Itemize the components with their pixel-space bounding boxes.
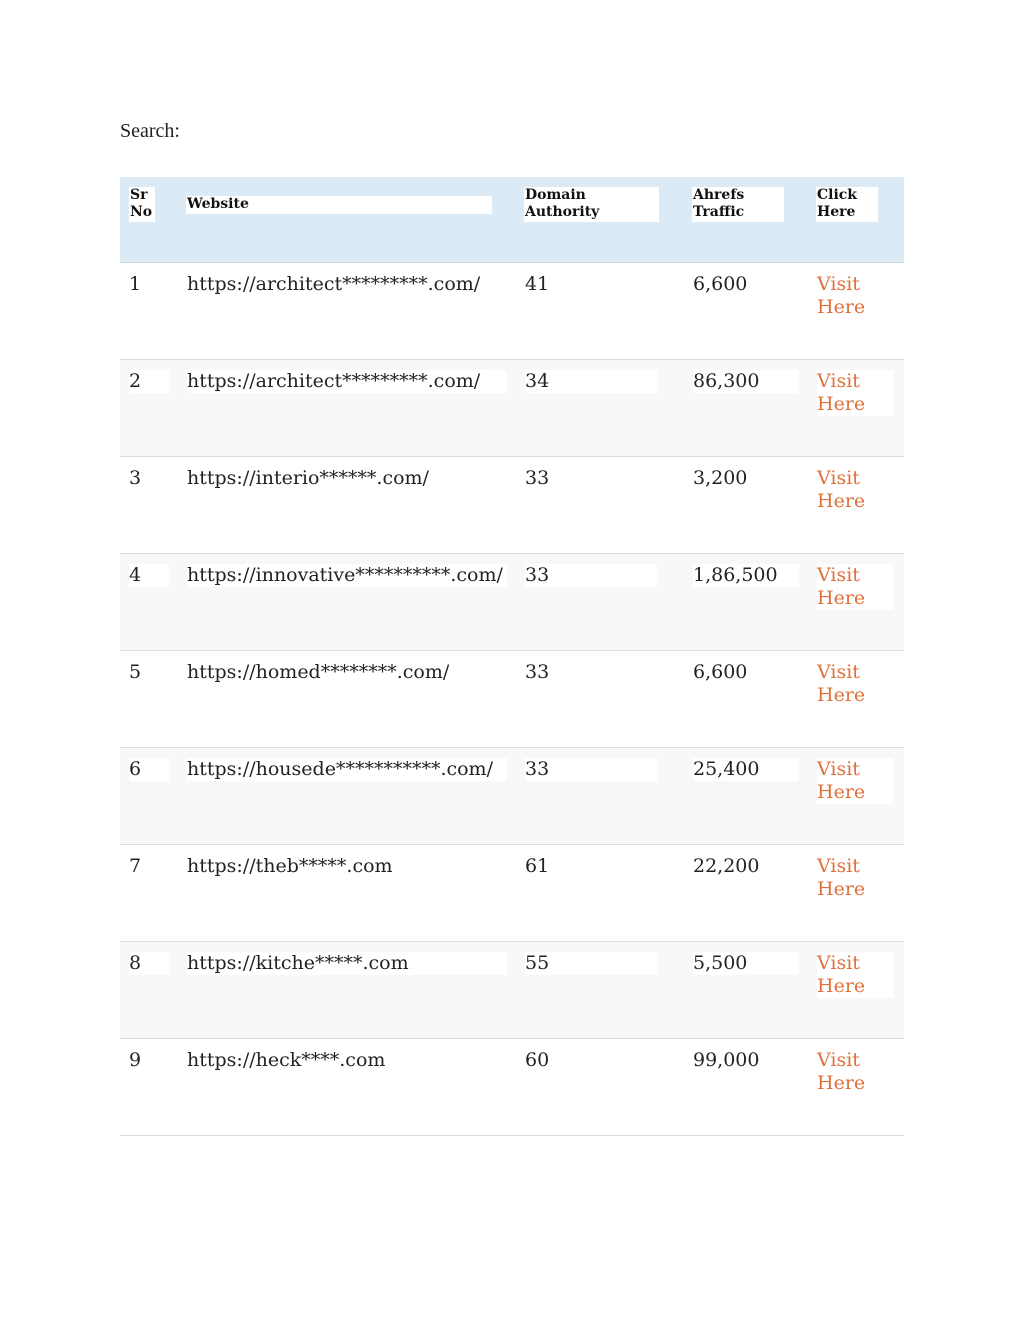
header-sr-no[interactable]: Sr No xyxy=(129,187,155,222)
table-row xyxy=(120,845,904,942)
website-cell: https://architect*********.com/ xyxy=(187,273,481,295)
table-row xyxy=(120,1039,904,1136)
header-ahrefs-traffic[interactable]: Ahrefs Traffic xyxy=(692,187,784,222)
sr-no-cell: 7 xyxy=(129,855,142,877)
domain-authority-cell: 33 xyxy=(525,758,657,781)
website-cell: https://interio******.com/ xyxy=(187,467,429,489)
sr-no-cell: 5 xyxy=(129,661,142,683)
website-cell: https://architect*********.com/ xyxy=(187,370,507,393)
table-body xyxy=(120,263,904,1136)
table-header xyxy=(120,177,904,263)
domain-authority-cell: 41 xyxy=(525,273,550,295)
domain-authority-cell: 33 xyxy=(525,467,550,489)
table-row xyxy=(120,651,904,748)
header-website[interactable]: Website xyxy=(186,196,492,214)
domain-authority-cell: 55 xyxy=(525,952,657,975)
ahrefs-traffic-cell: 6,600 xyxy=(693,661,748,683)
ahrefs-traffic-cell: 1,86,500 xyxy=(693,564,799,587)
sr-no-cell: 1 xyxy=(129,273,142,295)
header-domain-authority[interactable]: Domain Authority xyxy=(524,187,659,222)
domain-authority-cell: 61 xyxy=(525,855,550,877)
website-cell: https://homed********.com/ xyxy=(187,661,450,683)
domain-authority-cell: 60 xyxy=(525,1049,550,1071)
search-label: Search: xyxy=(120,120,180,142)
visit-here-link[interactable]: Visit Here xyxy=(817,661,866,706)
sr-no-cell: 6 xyxy=(129,758,169,781)
website-cell: https://innovative**********.com/ xyxy=(187,564,507,587)
ahrefs-traffic-cell: 22,200 xyxy=(693,855,760,877)
visit-here-link[interactable]: Visit Here xyxy=(817,952,893,998)
ahrefs-traffic-cell: 5,500 xyxy=(693,952,799,975)
header-click-here[interactable]: Click Here xyxy=(816,187,878,222)
sr-no-cell: 8 xyxy=(129,952,169,975)
domain-authority-cell: 33 xyxy=(525,564,657,587)
visit-here-link[interactable]: Visit Here xyxy=(817,855,866,900)
sr-no-cell: 2 xyxy=(129,370,169,393)
sr-no-cell: 3 xyxy=(129,467,142,489)
website-cell: https://kitche*****.com xyxy=(187,952,507,975)
table-row xyxy=(120,263,904,360)
ahrefs-traffic-cell: 86,300 xyxy=(693,370,799,393)
table-row xyxy=(120,360,904,457)
sr-no-cell: 9 xyxy=(129,1049,142,1071)
visit-here-link[interactable]: Visit Here xyxy=(817,370,893,416)
table-row xyxy=(120,457,904,554)
visit-here-link[interactable]: Visit Here xyxy=(817,467,866,512)
website-cell: https://theb*****.com xyxy=(187,855,393,877)
domain-authority-cell: 34 xyxy=(525,370,657,393)
table-row xyxy=(120,748,904,845)
ahrefs-traffic-cell: 25,400 xyxy=(693,758,799,781)
visit-here-link[interactable]: Visit Here xyxy=(817,1049,866,1094)
visit-here-link[interactable]: Visit Here xyxy=(817,273,866,318)
website-cell: https://heck****.com xyxy=(187,1049,386,1071)
visit-here-link[interactable]: Visit Here xyxy=(817,564,893,610)
table-row xyxy=(120,942,904,1039)
ahrefs-traffic-cell: 99,000 xyxy=(693,1049,760,1071)
ahrefs-traffic-cell: 3,200 xyxy=(693,467,748,489)
visit-here-link[interactable]: Visit Here xyxy=(817,758,893,804)
sr-no-cell: 4 xyxy=(129,564,169,587)
table-row xyxy=(120,554,904,651)
websites-table xyxy=(120,177,904,1136)
domain-authority-cell: 33 xyxy=(525,661,550,683)
website-cell: https://housede***********.com/ xyxy=(187,758,507,781)
ahrefs-traffic-cell: 6,600 xyxy=(693,273,748,295)
